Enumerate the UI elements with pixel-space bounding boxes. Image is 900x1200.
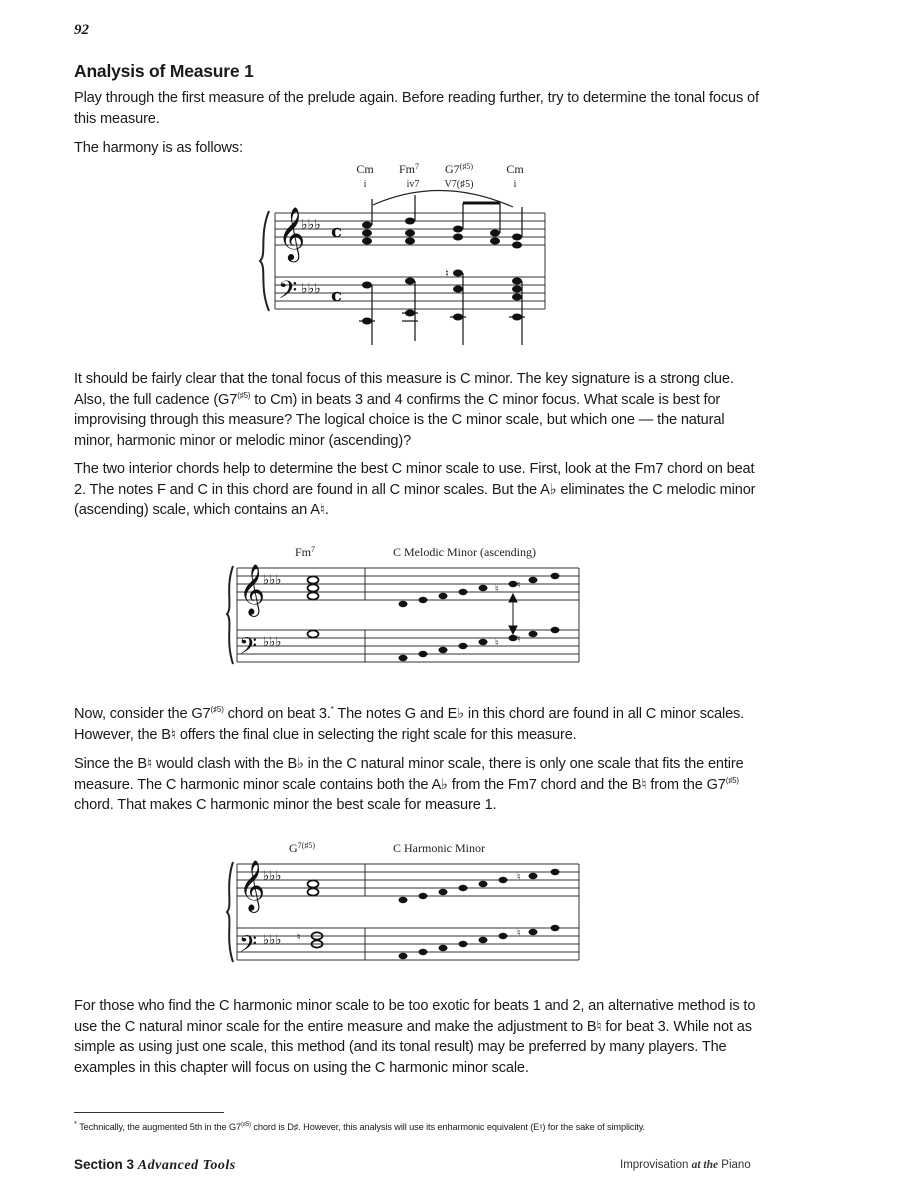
- page-number: 92: [74, 22, 89, 38]
- treble-chord-notes: [362, 218, 522, 249]
- footer-section: Section 3 Advanced Tools: [74, 1157, 236, 1173]
- svg-text:♮: ♮: [445, 267, 449, 280]
- treble-clef-icon: 𝄞: [239, 860, 266, 911]
- scale-title-harmonic-minor: C Harmonic Minor: [393, 841, 485, 855]
- paragraph-harmonic-choice: Since the B♮ would clash with the B♭ in the C natural minor scale, there is only one scale that fits the entire measure. The C harmonic minor scale contains both the A♭ from the Fm7 chord and the B♮ from the $G7^{(♯5)}$ chord. That makes C harmonic minor the best scale for measure 1.: [74, 756, 744, 813]
- svg-text:♮: ♮: [297, 932, 301, 943]
- svg-text:♮: ♮: [517, 580, 521, 591]
- chord-label-g7-sharp5: $G7^{(♯5)}$: [445, 162, 473, 176]
- comparison-arrow: [509, 594, 517, 634]
- paragraph-tonal-focus: It should be fairly clear that the tonal focus of this measure is C minor. The key signature is a strong clue. Also, the full cadence ($G7^{(♯5)}$ to Cm) in beats 3 and 4 confirms the C minor focus. What scale is best for improvising through this measure? The logical choice is the C minor scale, but which one — the natural minor, harmonic minor or melodic minor (ascending)?: [74, 371, 734, 449]
- key-signature-treble-icon: ♭♭♭: [263, 869, 282, 884]
- grand-staff-brace: [260, 211, 269, 311]
- footnote-divider: [74, 1112, 224, 1113]
- treble-clef-icon: 𝄞: [239, 564, 266, 615]
- roman-i-1: i: [363, 179, 367, 190]
- roman-v7-sharp5: V7(♯5): [444, 179, 474, 190]
- phrase-slur: [373, 190, 513, 207]
- svg-text:♮: ♮: [517, 928, 521, 939]
- bass-clef-icon: 𝄢: [239, 632, 258, 665]
- harmonic-minor-figure: [225, 838, 585, 968]
- chord-label-g7-sharp5-fig3: $G^{7(♯5)}$: [289, 841, 315, 855]
- chord-label-fm7-fig2: Fm$^7$: [295, 545, 316, 559]
- key-signature-treble-icon: ♭♭♭: [301, 217, 321, 233]
- paragraph-intro: Play through the first measure of the prelude again. Before reading further, try to determine the tonal focus of this measure.: [74, 90, 759, 127]
- chord-label-cm-1: Cm: [356, 162, 374, 176]
- svg-text:c: c: [331, 221, 342, 242]
- paragraph-alternative-method: For those who find the C harmonic minor scale to be too exotic for beats 1 and 2, an alternative method is to use the C natural minor scale for the entire measure and make the adjustment to B♮ for beat 3. While not as simple as using just one scale, this method (and its tonal result) may be preferred by many players. The examples in this chapter will focus on using the C harmonic minor scale.: [74, 998, 756, 1076]
- bass-chord-notes: [362, 270, 522, 325]
- key-signature-treble-icon: ♭♭♭: [263, 573, 282, 588]
- scale-title-melodic-minor: C Melodic Minor (ascending): [393, 545, 536, 559]
- svg-text:♮: ♮: [517, 872, 521, 883]
- chord-label-cm-2: Cm: [506, 162, 524, 176]
- key-signature-bass-icon: ♭♭♭: [301, 281, 321, 297]
- bass-clef-icon: 𝄢: [239, 930, 258, 963]
- bass-clef-icon: 𝄢: [278, 276, 298, 311]
- roman-iv7: iv7: [406, 179, 420, 190]
- paragraph-interior-chords: The two interior chords help to determine the best C minor scale to use. First, look at the Fm7 chord on beat 2. The notes F and C in this chord are found in all C minor scales. But the A♭ eliminates the C melodic minor (ascending) scale, which contains an A♮.: [74, 461, 756, 518]
- roman-i-2: i: [513, 179, 517, 190]
- harmony-figure: [255, 155, 545, 355]
- footnote: * Technically, the augmented 5th in the $G7^{(♯5)}$ chord is D♯. However, this analysis will use its enharmonic equivalent (E♮) for the sake of simplicity.: [74, 1119, 646, 1133]
- treble-clef-icon: 𝄞: [278, 206, 306, 260]
- section-heading: Analysis of Measure 1: [74, 61, 254, 81]
- footer-book-title: Improvisation at the Piano: [620, 1159, 751, 1171]
- svg-text:c: c: [331, 285, 342, 306]
- key-signature-bass-icon: ♭♭♭: [263, 933, 282, 948]
- key-signature-bass-icon: ♭♭♭: [263, 635, 282, 650]
- harmonic-scale-notes: [399, 869, 560, 959]
- svg-text:♮: ♮: [517, 634, 521, 645]
- svg-text:♮: ♮: [495, 584, 499, 595]
- paragraph-harmony-lead: The harmony is as follows:: [74, 140, 243, 156]
- svg-text:♮: ♮: [495, 638, 499, 649]
- paragraph-g7-chord: Now, consider the $G7^{(♯5)}$ chord on beat 3.* The notes G and E♭ in this chord are found in all C minor scales. However, the B♮ offers the final clue in selecting the right scale for this measure.: [74, 705, 745, 743]
- melodic-scale-notes: [399, 573, 560, 661]
- chord-label-fm7: Fm$^7$: [398, 162, 420, 176]
- melodic-minor-figure: [225, 540, 585, 675]
